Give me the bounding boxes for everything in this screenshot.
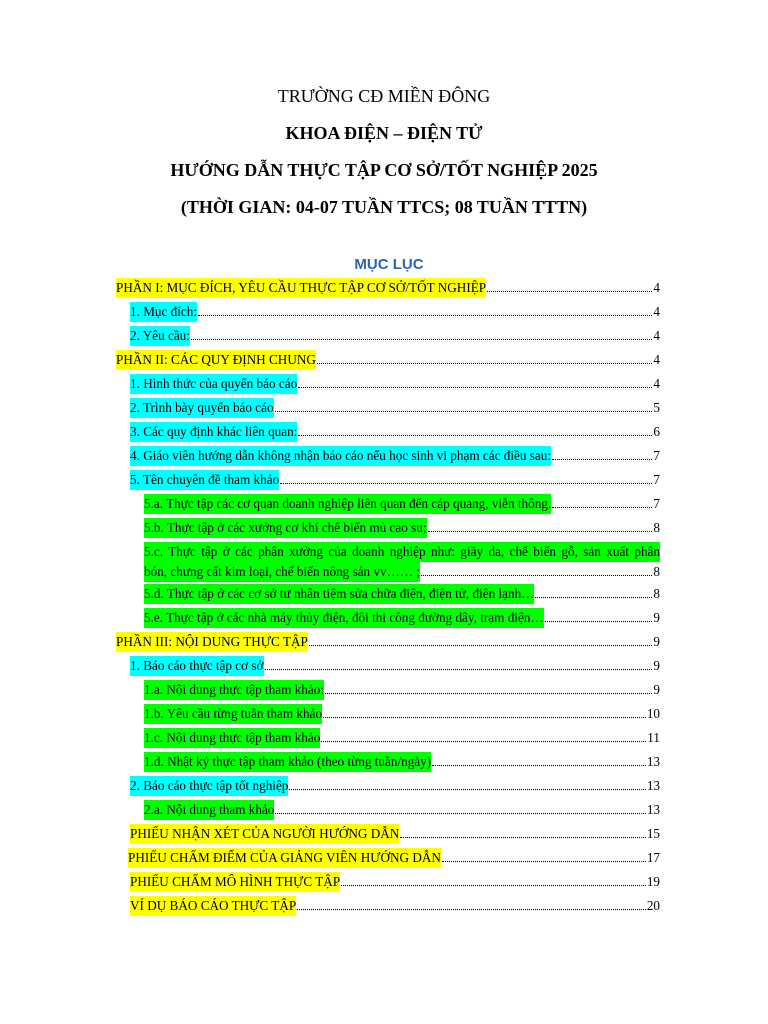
dot-leader bbox=[323, 717, 646, 718]
toc-entry-label: 5.e. Thực tập ở các nhà máy thủy điện, đội thi công đường dây, trạm điện… bbox=[144, 608, 544, 628]
toc-entry-label: PHẦN II: CÁC QUY ĐỊNH CHUNG bbox=[116, 350, 316, 370]
school-name: TRƯỜNG CĐ MIỀN ĐÔNG bbox=[277, 86, 491, 106]
toc-entry-label: VÍ DỤ BÁO CÁO THỰC TẬP bbox=[130, 896, 296, 916]
toc-entry-label: 5.c. Thực tập ở các phân xưởng của doanh nghiệp như: giầy da, chế biến gỗ, sản xuất phân bbox=[144, 544, 660, 559]
duration-note: (THỜI GIAN: 04-07 TUẦN TTCS; 08 TUẦN TTTN) bbox=[180, 197, 588, 217]
toc-entry[interactable] bbox=[130, 398, 660, 418]
dot-leader bbox=[487, 291, 652, 292]
toc-entry[interactable] bbox=[144, 584, 660, 604]
dot-leader bbox=[421, 575, 652, 576]
toc-entry-label: 2.a. Nội dung tham khảo bbox=[144, 800, 274, 820]
toc-entry[interactable] bbox=[130, 326, 660, 346]
toc-entry[interactable] bbox=[144, 542, 660, 582]
toc-entry[interactable] bbox=[128, 848, 660, 868]
toc-entry-page: 13 bbox=[646, 778, 660, 793]
toc-entry-label: 5.b. Thực tập ở các xưởng cơ khí chế biến mủ cao su; bbox=[144, 518, 427, 538]
dot-leader bbox=[309, 645, 653, 646]
toc-entry[interactable] bbox=[144, 494, 660, 514]
toc-entry[interactable] bbox=[130, 374, 660, 394]
toc-entry[interactable] bbox=[130, 824, 660, 844]
toc-entry-page: 7 bbox=[653, 496, 660, 511]
dot-leader bbox=[321, 741, 646, 742]
toc-entry[interactable] bbox=[130, 656, 660, 676]
toc-entry-page: 7 bbox=[653, 472, 660, 487]
toc-entry-page: 8 bbox=[653, 564, 660, 579]
toc-entry-page: 9 bbox=[653, 682, 660, 697]
toc-entry-page: 20 bbox=[646, 898, 660, 913]
dot-leader bbox=[191, 339, 652, 340]
toc-entry[interactable] bbox=[116, 278, 660, 298]
toc-entry[interactable] bbox=[144, 728, 660, 748]
toc-entry-label: 5.a. Thực tập các cơ quan doanh nghiệp liên quan đến cáp quang, viễn thông. bbox=[144, 494, 551, 514]
toc-entry-page: 4 bbox=[653, 352, 660, 367]
toc-entry-label: 4. Giáo viên hướng dẫn không nhận báo cáo nếu học sinh vi phạm các điều sau: bbox=[130, 446, 551, 466]
toc-entry-label: 1.d. Nhật ký thực tập tham khảo (theo từng tuần/ngày) bbox=[144, 752, 431, 772]
toc-entry-label: PHẦN III: NỘI DUNG THỰC TẬP bbox=[116, 632, 308, 652]
toc-entry-page: 15 bbox=[646, 826, 660, 841]
toc-entry-label: 1.b. Yêu cầu từng tuần tham khảo bbox=[144, 704, 322, 724]
toc-entry-page: 4 bbox=[653, 280, 660, 295]
toc-entry-page: 17 bbox=[646, 850, 660, 865]
toc-entry[interactable] bbox=[144, 608, 660, 628]
toc-entry-page: 9 bbox=[653, 634, 660, 649]
dot-leader bbox=[428, 531, 653, 532]
toc-entry-label: 1.a. Nội dung thực tập tham khảo: bbox=[144, 680, 324, 700]
toc-entry-page: 8 bbox=[653, 586, 660, 601]
toc-entry[interactable] bbox=[130, 446, 660, 466]
toc-entry-page: 8 bbox=[653, 520, 660, 535]
toc-entry-label: 1. Hình thức của quyển báo cáo bbox=[130, 374, 297, 394]
toc-entry[interactable] bbox=[130, 872, 660, 892]
dot-leader bbox=[325, 693, 652, 694]
dot-leader bbox=[545, 621, 653, 622]
toc-entry-page: 10 bbox=[646, 706, 660, 721]
toc-entry-page: 13 bbox=[646, 754, 660, 769]
toc-entry-label: 2. Trình bày quyển báo cáo bbox=[130, 398, 274, 418]
toc-entry-page: 4 bbox=[653, 328, 660, 343]
toc-entry-label: PHIẾU NHẬN XÉT CỦA NGƯỜI HƯỚNG DẪN bbox=[130, 824, 399, 844]
toc-entry-page: 13 bbox=[646, 802, 660, 817]
toc-entry-label: 1. Báo cáo thực tập cơ sở bbox=[130, 656, 264, 676]
document-title: HƯỚNG DẪN THỰC TẬP CƠ SỞ/TỐT NGHIỆP 2025 bbox=[170, 160, 598, 180]
toc-entry[interactable] bbox=[130, 896, 660, 916]
toc-entry-label: PHIẾU CHẤM ĐIỂM CỦA GIẢNG VIÊN HƯỚNG DẪN bbox=[128, 848, 441, 868]
toc-entry-label: 2. Báo cáo thực tập tốt nghiệp bbox=[130, 776, 288, 796]
toc-entry-page: 11 bbox=[647, 730, 660, 745]
toc-entry[interactable] bbox=[144, 518, 660, 538]
toc-entry-label: 1.c. Nội dung thực tập tham khảo bbox=[144, 728, 320, 748]
toc-entry-page: 4 bbox=[653, 304, 660, 319]
toc-entry-page: 6 bbox=[653, 424, 660, 439]
toc-entry-label: PHẦN I: MỤC ĐÍCH, YÊU CẦU THỰC TẬP CƠ SỞ/TỐT NGHIỆP bbox=[116, 278, 486, 298]
toc-entry[interactable] bbox=[144, 680, 660, 700]
dot-leader bbox=[317, 363, 653, 364]
toc-entry-label: 1. Mục đích: bbox=[130, 302, 197, 322]
toc-entry-page: 4 bbox=[653, 376, 660, 391]
dot-leader bbox=[280, 483, 652, 484]
dot-leader bbox=[275, 411, 653, 412]
toc-entry[interactable] bbox=[130, 302, 660, 322]
toc-entry-label: 3. Các quy định khác liên quan: bbox=[130, 422, 297, 442]
dot-leader bbox=[341, 885, 646, 886]
dot-leader bbox=[198, 315, 652, 316]
toc-entry[interactable] bbox=[144, 704, 660, 724]
dot-leader bbox=[297, 909, 646, 910]
toc-entry-label: 5.d. Thực tập ở các cơ sở tư nhân tiệm sửa chữa điện, điện tử, điện lạnh… bbox=[144, 584, 534, 604]
toc-entry[interactable] bbox=[130, 776, 660, 796]
toc-entry[interactable] bbox=[116, 350, 660, 370]
dot-leader bbox=[552, 459, 652, 460]
dot-leader bbox=[289, 789, 645, 790]
dot-leader bbox=[535, 597, 652, 598]
toc-entry[interactable] bbox=[116, 632, 660, 652]
toc-entry-page: 19 bbox=[646, 874, 660, 889]
dot-leader bbox=[552, 507, 652, 508]
toc-entry[interactable] bbox=[144, 752, 660, 772]
toc-entry[interactable] bbox=[130, 470, 660, 490]
dot-leader bbox=[298, 435, 652, 436]
toc-entry-label: 2. Yêu cầu: bbox=[130, 326, 190, 346]
toc-entry-page: 7 bbox=[653, 448, 660, 463]
toc-entry-label: bón, chưng cất kim loại, chế biến nông sản vv…… ; bbox=[144, 562, 420, 582]
dot-leader bbox=[432, 765, 646, 766]
toc-entry-page: 5 bbox=[653, 400, 660, 415]
toc-entry-page: 9 bbox=[653, 610, 660, 625]
toc-entry[interactable] bbox=[130, 422, 660, 442]
toc-entry[interactable] bbox=[144, 800, 660, 820]
dot-leader bbox=[442, 861, 646, 862]
dot-leader bbox=[275, 813, 645, 814]
dot-leader bbox=[265, 669, 653, 670]
toc-entry-label: 5. Tên chuyên đề tham khảo bbox=[130, 470, 279, 490]
dot-leader bbox=[298, 387, 652, 388]
toc-entry-page: 9 bbox=[653, 658, 660, 673]
dot-leader bbox=[400, 837, 646, 838]
faculty-name: KHOA ĐIỆN – ĐIỆN TỬ bbox=[285, 123, 483, 143]
toc-title: MỤC LỤC bbox=[354, 256, 424, 273]
toc-entry-label: PHIẾU CHẤM MÔ HÌNH THỰC TẬP bbox=[130, 872, 340, 892]
